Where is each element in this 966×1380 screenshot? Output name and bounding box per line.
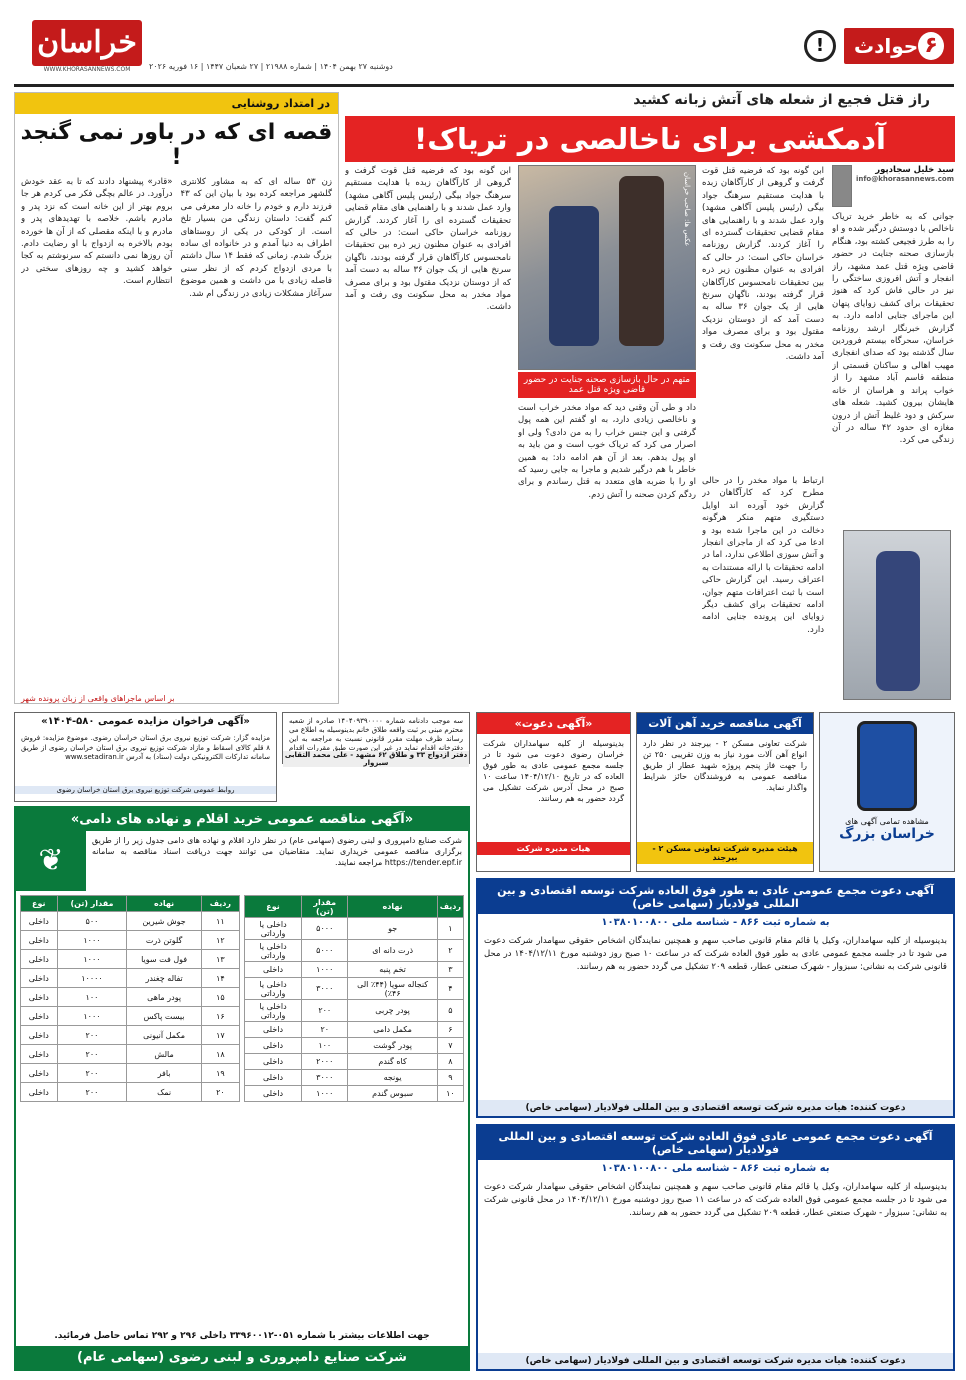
table-cell: داخلی	[245, 1038, 302, 1054]
livestock-table-a	[244, 895, 464, 1102]
website-url: WWW.KHORASANNEWS.COM	[43, 66, 131, 73]
livestock-tables	[16, 891, 468, 1106]
sidebar-col1: زن ۵۳ ساله ای که به مشاور کلانتری گلشهر مراجعه کرده بود با بیان این که ۴۳ فرزند دارم و خودم را خانه دار معرفی می کنم گفت: داستان زندگی من بسیار تلخ است. از کودکی در یکی از روستاهای اطراف به دنیا آمدم و در خانواده ای ساده بزرگ شدم. زمانی که فقط ۱۴ سال داشتم با مردی ازدواج کردم که از نظر سنی فاصله زیادی با من داشت و همین موضوع سرآغاز مشکلات زیادی در زندگی ام شد.	[180, 177, 332, 299]
table-cell: ۳	[437, 962, 463, 978]
steel-ad-2-text: بدینوسیله از کلیه سهامداران، وکیل یا قائم مقام قانونی صاحب سهم و همچنین نمایندگان اشخاص حقوقی سهامدار شرکت دعوت می شود تا در جلسه مجمع عمومی فوق العاده شرکت که در ساعت ۱۱ صبح روز دوشنبه مورخ ۱۴۰۴/۱۲/۱۱ در محل قانونی شرکت به نشانی: سبزوار - شهرک صنعتی عطار، قطعه ۲۰۹ تشکیل می گردد حضور به هم رسانند.	[484, 1182, 948, 1218]
table-cell: فول فت سویا	[127, 950, 201, 969]
table-cell: ۱۲	[201, 931, 239, 950]
byline-email: info@khorasannews.com	[855, 175, 954, 183]
sidebar-kicker: در امتداد روشنایی	[15, 93, 338, 114]
table-cell: داخلی یا وارداتی	[245, 978, 302, 1000]
steel-ad-1-title: آگهی دعوت مجمع عمومی عادی به طور فوق العاده شرکت توسعه اقتصادی و بین المللی فولادیار (سهامی خاص)	[478, 880, 953, 914]
table-cell: ۱۰۰	[302, 1038, 348, 1054]
table-cell: داخلی	[21, 969, 58, 988]
table-row	[245, 1022, 464, 1038]
table-row	[21, 1026, 240, 1045]
table-cell: ذرت دانه ای	[348, 940, 437, 962]
iron-tender-text: شرکت تعاونی مسکن ۲ - بیرجند در نظر دارد انواع آهن آلات مورد نیاز به وزن تقریبی ۲۵۰ تن را جهت فاز پنجم پروژه شهید عطار از طریق مناقصه عمومی به فروشندگان حائز شرایط واگذار نماید.	[643, 739, 808, 792]
iron-tender-title: آگهی مناقصه خرید آهن آلات	[637, 713, 813, 734]
article-col4: ابن گونه بود که فرضیه قتل قوت گرفت و گروهی از کارآگاهان زبده با هدایت مستقیم سرهنگ جواد بیگی (رئیس پلیس آگاهی مشهد) وارد عمل شدند و با راهنمایی های مقام قضایی تحقیقات گسترده ای را آغاز کردند. گزارش روزنامه خراسان حاکی است: در حالی که افرادی به عنوان مظنون زیر ذره بین تحقیقات نامحسوس کارآگاهان قرار گرفته بودند، ناگهان سرنخ هایی از یک جوان ۳۶ ساله به دست آمد که از دوستان نزدیک مقتول بود و برای مصرف مواد مخدر به محل سکونت وی رفت و آمد داشت.	[345, 166, 511, 313]
livestock-table-b	[20, 895, 240, 1102]
th-type: نوع	[21, 896, 58, 912]
legal-notice-sign: دفتر ازدواج ۳۳ و طلاق ۶۲ مشهد - علی محمد التقابی سبزوار	[284, 751, 468, 767]
legal-notice-ad	[282, 712, 470, 767]
iron-tender-sign: هیئت مدیره شرکت تعاونی مسکن ۲ - بیرجند	[637, 842, 813, 864]
livestock-intro: شرکت صنایع دامپروری و لبنی رضوی (سهامی عام) در نظر دارد اقلام و نهاده های دامی جدول زیر را از طریق برگزاری مناقصه عمومی خریداری نماید. متقاضیان می توانند جهت دریافت اسناد مناقصه به سامانه https://tender.epf.ir مراجعه نمایند.	[92, 836, 462, 867]
sidebar-footnote: بر اساس ماجراهای واقعی از زبان پرونده شهر	[21, 694, 175, 703]
author-photo	[832, 165, 852, 207]
table-cell: داخلی	[245, 1022, 302, 1038]
table-cell: داخلی	[21, 1045, 58, 1064]
table-cell: داخلی یا وارداتی	[245, 918, 302, 940]
table-cell: ۲	[437, 940, 463, 962]
table-row	[21, 931, 240, 950]
table-cell: داخلی	[245, 1070, 302, 1086]
table-cell: ۶	[437, 1022, 463, 1038]
table-cell: ۳۰۰۰	[302, 978, 348, 1000]
main-article	[345, 92, 955, 162]
table-row	[21, 1045, 240, 1064]
livestock-phone: جهت اطلاعات بیشتر با شماره ۰۵۱-۳۳۹۶۰۰۱۲ داخلی ۲۹۶ و ۲۹۲ تماس حاصل فرمائید.	[54, 1331, 430, 1341]
table-cell: داخلی	[21, 931, 58, 950]
divider	[14, 84, 954, 87]
table-cell: ۵۰۰۰	[302, 918, 348, 940]
sidebar-story	[14, 92, 339, 704]
table-cell: کاه گندم	[348, 1054, 437, 1070]
article-col3: داد و طی آن وقتی دید که مواد مخدر خراب است و ناخالصی زیادی دارد، به او گفتم این همه پول گرفتی و این جنس خراب را به من دادی؟ ولی او اصرار می کرد که تریاک خوب است و من باید به او پول بدهم. بعد از آن هم ادامه داد: به همین خاطر با هم درگیر شدیم و ماجرا به جایی رسید که او را با ضربه های متعدد به قتل رساندم و برای ردگم کردن صحنه را آتش زدم.	[518, 403, 696, 500]
table-cell: بافر	[127, 1064, 201, 1083]
table-row	[21, 988, 240, 1007]
table-cell: داخلی	[21, 1026, 58, 1045]
promo-line2: خراسان بزرگ	[839, 826, 935, 842]
table-cell: داخلی	[245, 1086, 302, 1102]
table-cell: ۱۰۰۰	[302, 962, 348, 978]
table-cell: ۱۶	[201, 1007, 239, 1026]
photo-credit: عکس ها: صاحب خراسان	[683, 172, 691, 247]
table-cell: ۲۰۰	[57, 1083, 127, 1102]
livestock-tender-ad	[14, 806, 470, 1371]
steel-ad-1-text: بدینوسیله از کلیه سهامداران، وکیل یا قائم مقام قانونی صاحب سهم و همچنین نمایندگان اشخاص حقوقی سهامدار شرکت دعوت می شود تا در جلسه مجمع عمومی عادی به طور فوق العاده شرکت که در ساعت ۱۰ صبح روز دوشنبه مورخ ۱۴۰۴/۱۲/۱۱ در محل قانونی شرکت به نشانی: سبزوار - شهرک صنعتی عطار، قطعه ۲۰۹ تشکیل می گردد حضور به هم رسانند.	[484, 936, 947, 972]
table-cell: کنجاله سویا (۴۴٪ الی ۴۶٪)	[348, 978, 437, 1000]
table-cell: ۷	[437, 1038, 463, 1054]
phone-icon	[857, 721, 917, 811]
table-cell: داخلی	[21, 1083, 58, 1102]
table-cell: ۱۵	[201, 988, 239, 1007]
article-kicker: راز قتل فجیع از شعله های آتش زبانه کشید	[633, 92, 930, 108]
invite-ad	[476, 712, 631, 872]
table-cell: پودر گوشت	[348, 1038, 437, 1054]
table-row	[21, 1083, 240, 1102]
table-cell: ۱۰۰۰	[57, 1007, 127, 1026]
table-row	[245, 1070, 464, 1086]
table-cell: مکمل دامی	[348, 1022, 437, 1038]
power-auction-title: «آگهی فراخوان مزایده عمومی ۵۸۰-۱۴۰۴»	[41, 716, 250, 727]
table-cell: داخلی	[245, 962, 302, 978]
article-col1: جوانی که به خاطر خرید تریاک ناخالص با دوستش درگیر شده و او را به طرز فجیعی کشته بود، هنگام بازسازی صحنه جنایت در حضور قاضی ویژه قتل عمد مشهد، راز انفجار و آتش افروزی ساختگی را نیز در حالی فاش کرد که هنوز تحقیقات برای کشف زوایای پنهان این ماجرای جنایی ادامه دارد. به گزارش خبرنگار ارشد روزنامه خراسان، سحرگاه بیستم فروردین سال گذشته بود که صدای انفجاری مهیب اهالی و ساکنان قسمتی از منطقه قاسم آباد مشهد را از خواب پراند و هراسان از خانه هایشان بیرون کشید. شعله های سرکش و دود غلیظ آتش از درون مغازه ای حدود ۴۲ ساله در آن زندگی می کرد.	[832, 212, 954, 446]
table-cell: یونجه	[348, 1070, 437, 1086]
steel-ad-2	[476, 1124, 955, 1371]
table-cell: ۴	[437, 978, 463, 1000]
th-item: نهاده	[127, 896, 201, 912]
table-cell: ۸	[437, 1054, 463, 1070]
table-cell: تفاله چغندر	[127, 969, 201, 988]
steel-ad-2-title: آگهی دعوت مجمع عمومی عادی فوق العاده شرکت توسعه اقتصادی و بین المللی فولادیار (سهامی خاص)	[478, 1126, 953, 1160]
table-cell: پودر چربی	[348, 1000, 437, 1022]
sidebar-col2: «قادر» پیشنهاد دادند که تا به عقد خودش درآورد. در عالم بچگی فکر می کردم هر جا بروم بهتر از این خانه است که نزد پدر و مادرم باشم. خلاصه با تهدیدهای پدر و مادرم و با اینکه مقصلی که از آن ها خورده بودم بالاخره به ازدواج با او رضایت دادم. آن روزها نمی دانستم که سرنوشتم به کجا خواهد کشید و چه روزهای سختی در انتظارم است.	[21, 177, 173, 287]
warning-icon: !	[804, 30, 836, 62]
table-cell: داخلی	[245, 1054, 302, 1070]
table-cell: ۵	[437, 1000, 463, 1022]
khorasan-ads-promo	[819, 712, 955, 872]
table-cell: ۹	[437, 1070, 463, 1086]
table-cell: داخلی یا وارداتی	[245, 1000, 302, 1022]
table-cell: داخلی	[21, 1007, 58, 1026]
steel-ad-2-sub: به شماره ثبت ۸۶۶ - شناسه ملی ۱۰۳۸۰۱۰۰۸۰۰	[601, 1163, 830, 1174]
photo-figure-investigator	[619, 176, 664, 346]
table-row	[245, 978, 464, 1000]
table-row	[245, 918, 464, 940]
th-item: نهاده	[348, 896, 437, 918]
table-cell: ۱۸	[201, 1045, 239, 1064]
article-headline: آدمکشی برای ناخالصی در تریاک!	[345, 116, 955, 162]
article-col2-top: ابن گونه بود که فرضیه قتل قوت گرفت و گروهی از کارآگاهان زبده با هدایت مستقیم سرهنگ جواد بیگی (رئیس پلیس آگاهی مشهد) وارد عمل شدند و با راهنمایی های مقام قضایی تحقیقات گسترده ای را آغاز کردند. گزارش روزنامه خراسان حاکی است: در حالی که افرادی به عنوان مظنون زیر ذره بین تحقیقات نامحسوس کارآگاهان قرار گرفته بودند، ناگهان سرنخ هایی از یک جوان ۳۶ ساله به دست آمد که از دوستان نزدیک مقتول بود و برای مصرف مواد مخدر به محل سکونت وی رفت و آمد داشت.	[702, 166, 824, 363]
newspaper-logo: خراسان	[32, 20, 142, 66]
table-cell: سبوس گندم	[348, 1086, 437, 1102]
table-cell: ۲۰۰	[302, 1000, 348, 1022]
table-cell: گلوتن ذرت	[127, 931, 201, 950]
table-cell: نمک	[127, 1083, 201, 1102]
table-cell: ۱۳	[201, 950, 239, 969]
steel-ad-1	[476, 878, 955, 1118]
table-cell: ۱۰۰	[57, 988, 127, 1007]
table-cell: داخلی	[21, 950, 58, 969]
table-cell: جوش شیرین	[127, 912, 201, 931]
photo-caption: متهم در حال بازسازی صحنه جنایت در حضور قاضی ویژه قتل عمد	[518, 372, 696, 398]
iron-tender-ad	[636, 712, 814, 872]
table-cell: تخم پنبه	[348, 962, 437, 978]
page-number: ۶	[918, 32, 944, 60]
crime-scene-photo	[518, 165, 696, 370]
sidebar-title: قصه ای که در باور نمی گنجد !	[20, 120, 333, 170]
steel-ad-2-sign: دعوت کننده: هیات مدیره شرکت توسعه اقتصادی و بین المللی فولادیار (سهامی خاص)	[478, 1353, 953, 1369]
table-cell: ۱۴	[201, 969, 239, 988]
masthead	[14, 14, 954, 74]
table-cell: ۱۱	[201, 912, 239, 931]
livestock-footer: شرکت صنایع دامپروری و لبنی رضوی (سهامی عام)	[16, 1346, 468, 1369]
th-row: ردیف	[201, 896, 239, 912]
table-cell: ۲۰۰	[57, 1026, 127, 1045]
steel-ad-1-sub: به شماره ثبت ۸۶۶ - شناسه ملی ۱۰۳۸۰۱۰۰۸۰۰	[601, 917, 830, 928]
photo-figure-suspect	[549, 206, 599, 346]
section-header	[844, 28, 954, 64]
table-cell: ۲۰	[201, 1083, 239, 1102]
power-auction-ad	[14, 712, 277, 802]
table-cell: ۱۹	[201, 1064, 239, 1083]
table-row	[21, 1007, 240, 1026]
table-row	[21, 1064, 240, 1083]
table-row	[245, 940, 464, 962]
table-cell: ۱۰۰۰	[302, 1086, 348, 1102]
table-cell: پودر ماهی	[127, 988, 201, 1007]
suspect-photo	[843, 530, 951, 700]
table-cell: مالش	[127, 1045, 201, 1064]
table-cell: ۲۰۰	[57, 1045, 127, 1064]
table-row	[21, 969, 240, 988]
th-amount: مقدار (تن)	[302, 896, 348, 918]
table-row	[21, 950, 240, 969]
table-cell: داخلی	[21, 988, 58, 1007]
table-cell: ۳۰۰۰	[302, 1070, 348, 1086]
table-cell: مکمل آنیونی	[127, 1026, 201, 1045]
table-cell: ۱۰	[437, 1086, 463, 1102]
table-cell: ۱۰۰۰	[57, 950, 127, 969]
suspect-figure	[876, 551, 920, 691]
th-amount: مقدار (تن)	[57, 896, 127, 912]
legal-notice-text: سه موجب دادنامه شماره ۱۴۰۴۰۹۳۹۰۰۰۰ صادره از شعبه محترم مبنی بر ثبت واقعه طلاق خانم بدینوسیله به اطلاع می رساند ظرف مهلت مقرر قانونی نسبت به مراجعه به این دفترخانه اقدام نماید در غیر این صورت طبق مقررات اقدام	[289, 717, 463, 751]
table-cell: ۲۰	[302, 1022, 348, 1038]
company-logo-icon: ❦	[16, 831, 86, 891]
th-row: ردیف	[437, 896, 463, 918]
table-cell: ۱۰۰۰	[57, 931, 127, 950]
dateline: دوشنبه ۲۷ بهمن ۱۴۰۴ | شماره ۲۱۹۸۸ | ۲۷ شعبان ۱۴۴۷ | ۱۶ فوریه ۲۰۲۶	[149, 62, 393, 71]
table-cell: ۲۰۰۰	[302, 1054, 348, 1070]
table-row	[21, 912, 240, 931]
power-auction-text: مزایده گزار: شرکت توزیع نیروی برق استان خراسان رضوی. موضوع مزایده: فروش ۸ قلم کالای اسقاط و مازاد شرکت توزیع نیروی برق استان خراسان رضوی از طریق سامانه تدارکات الکترونیکی دولت (ستاد) به آدرس www.setadiran.ir	[21, 734, 270, 761]
table-cell: جو	[348, 918, 437, 940]
table-row	[245, 1038, 464, 1054]
invite-ad-sign: هیات مدیره شرکت	[477, 842, 630, 855]
table-cell: داخلی	[21, 912, 58, 931]
article-col2-bottom: ارتباط با مواد مخدر را در حالی مطرح کرد که کارآگاهان در گزارش خود آورده اند اوایل دستگیری متهم منکر هرگونه دخالت در این ماجرا شده بود و ادعا می کرد که از ماجرای انفجار و آتش سوزی اطلاعی ندارد، اما در ادامه تحقیقات با ارائه مستندات به اعتراف رسید. این گزارش حاکی است با ثبت اعترافات متهم جوان، ادامه تحقیقات برای کشف دیگر زوایای این پرونده جنایی ادامه دارد.	[702, 476, 824, 635]
table-cell: ۱۷	[201, 1026, 239, 1045]
th-type: نوع	[245, 896, 302, 918]
section-title: حوادث	[854, 34, 919, 58]
invite-ad-text: بدینوسیله از کلیه سهامداران شرکت خراسان رضوی دعوت می شود تا در جلسه مجمع عمومی عادی به طور فوق العاده که در تاریخ ۱۴۰۴/۱۲/۱۰ ساعت ۱۰ صبح در محل آدرس شرکت تشکیل می گردد حضور به هم رسانند.	[483, 739, 625, 803]
table-cell: ۱	[437, 918, 463, 940]
steel-ad-1-sign: دعوت کننده: هیات مدیره شرکت توسعه اقتصادی و بین المللی فولادیار (سهامی خاص)	[478, 1100, 953, 1116]
table-cell: داخلی	[21, 1064, 58, 1083]
table-row	[245, 1000, 464, 1022]
promo-line1: مشاهده تمامی آگهی های	[845, 817, 929, 826]
table-row	[245, 1054, 464, 1070]
livestock-title: «آگهی مناقصه عمومی خرید اقلام و نهاده های دامی»	[16, 808, 468, 831]
table-row	[245, 1086, 464, 1102]
power-auction-sign: روابط عمومی شرکت توزیع نیروی برق استان خراسان رضوی	[15, 786, 276, 794]
table-cell: ۵۰۰۰	[302, 940, 348, 962]
table-row	[245, 962, 464, 978]
table-cell: داخلی یا وارداتی	[245, 940, 302, 962]
invite-ad-title: «آگهی دعوت»	[477, 713, 630, 734]
table-cell: ۱۰۰۰۰	[57, 969, 127, 988]
byline: سید خلیل سجادپور	[875, 165, 954, 175]
table-cell: بیست پاکس	[127, 1007, 201, 1026]
table-cell: ۵۰۰	[57, 912, 127, 931]
table-cell: ۲۰۰	[57, 1064, 127, 1083]
